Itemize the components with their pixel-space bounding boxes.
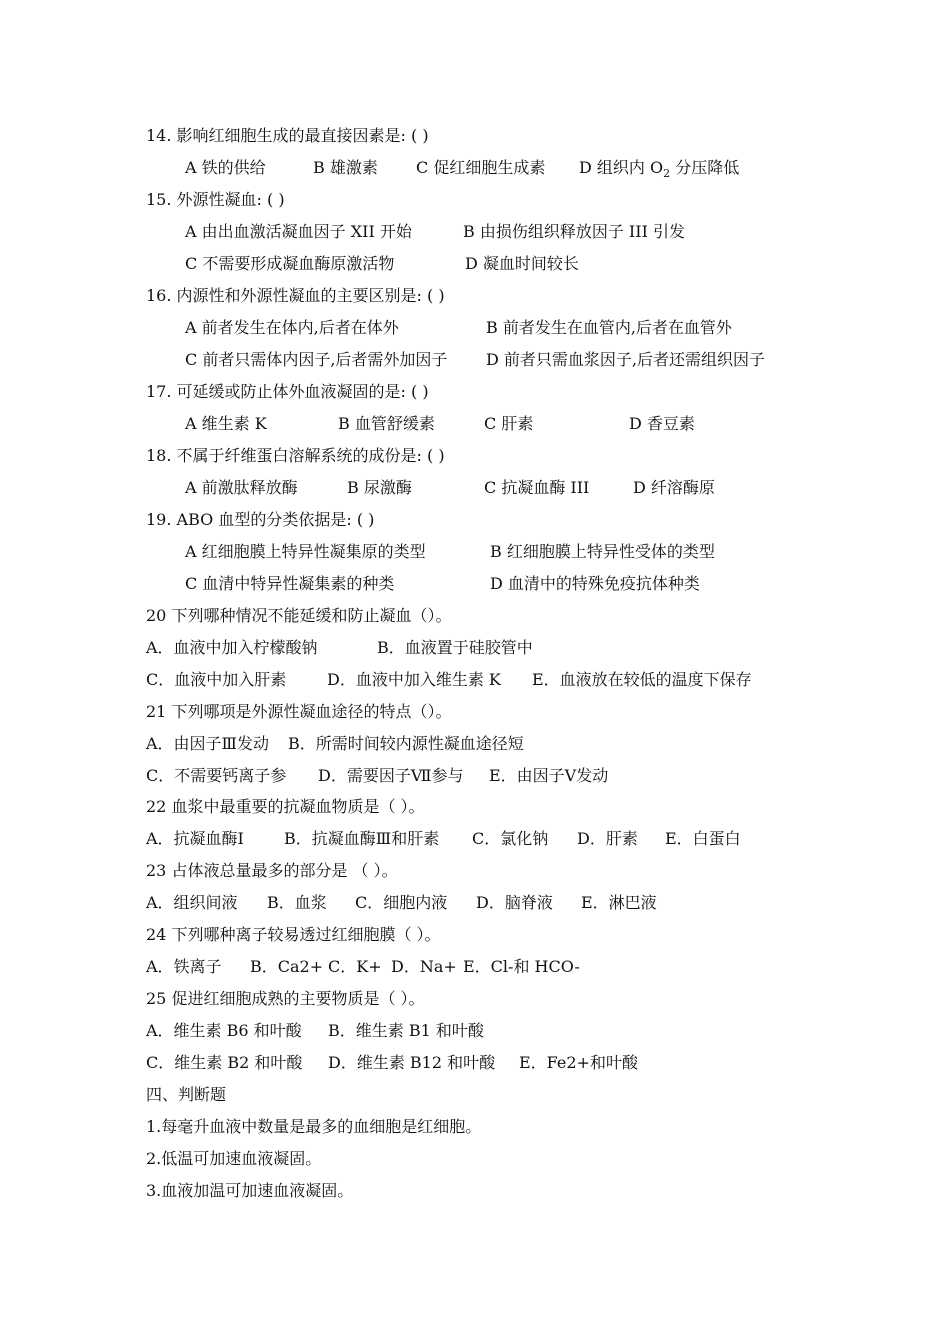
option-d: D 血清中的特殊免疫抗体种类 [490,574,700,593]
section-title: 四、判断题 [146,1085,227,1104]
option-a: A．维生素 B6 和叶酸 [146,1021,302,1040]
option-c: C．细胞内液 [355,893,448,912]
option-b: B．所需时间较内源性凝血途径短 [288,734,524,753]
option-c: C 肝素 [484,414,534,433]
options-15-row2 [185,254,885,274]
options-20-row1 [146,638,906,658]
option-b: B．抗凝血酶Ⅲ和肝素 [284,829,440,848]
option-c: C 抗凝血酶 III [484,478,590,497]
options-19-row1 [185,542,885,562]
option-d: D．需要因子Ⅶ参与 [318,766,464,785]
options-19-row2 [185,574,885,594]
option-d: D．肝素 [577,829,638,848]
option-a: A．抗凝血酶Ⅰ [146,829,244,848]
options-21-row1 [146,734,906,754]
options-17 [185,414,885,434]
option-a: A 铁的供给 [185,158,266,177]
option-d: D．血液中加入维生素 K [327,670,501,689]
option-a: A 前者发生在体内,后者在体外 [185,318,399,337]
option-e: E．Cl-和 HCO- [463,957,580,976]
options-22 [146,829,906,849]
option-d: D．脑脊液 [476,893,553,912]
options-16-row2 [185,350,905,370]
option-a: A．由因子Ⅲ发动 [146,734,269,753]
question-23: 23 占体液总量最多的部分是 （ ）。 [146,861,398,880]
option-c: C．血液中加入肝素 [146,670,287,689]
question-21: 21 下列哪项是外源性凝血途径的特点（）。 [146,702,452,721]
option-a: A．铁离子 [146,957,222,976]
option-d: D 组织内 $O_2$ 分压降低 [579,158,740,180]
question-20: 20 下列哪种情况不能延缓和防止凝血（）。 [146,606,452,625]
options-15-row1 [185,222,885,242]
option-c: C．氯化钠 [472,829,549,848]
option-a: A．血液中加入柠檬酸钠 [146,638,318,657]
option-c: C 不需要形成凝血酶原激活物 [185,254,395,273]
option-d: D．Na+ [391,957,457,976]
options-25-row1 [146,1021,906,1041]
option-c: C．维生素 B2 和叶酸 [146,1053,303,1072]
judgment-item-2: 2.低温可加速血液凝固。 [146,1149,322,1168]
option-c: C 促红细胞生成素 [416,158,546,177]
option-b: B 雄激素 [313,158,378,177]
question-16: 16. 内源性和外源性凝血的主要区别是: ( ) [146,286,445,305]
option-b: B．Ca2+ [250,957,324,976]
judgment-item-3: 3.血液加温可加速血液凝固。 [146,1181,354,1200]
option-a: A 维生素 K [185,414,267,433]
option-c: C．不需要钙离子参 [146,766,287,785]
option-e: E．淋巴液 [581,893,657,912]
option-e: E．Fe2+和叶酸 [519,1053,638,1072]
option-a: A．组织间液 [146,893,238,912]
option-c: C 前者只需体内因子,后者需外加因子 [185,350,448,369]
option-d: D 纤溶酶原 [633,478,715,497]
options-24 [146,957,906,977]
option-a: A 由出血激活凝血因子 XII 开始 [185,222,412,241]
question-14: 14. 影响红细胞生成的最直接因素是: ( ) [146,126,429,145]
question-22: 22 血浆中最重要的抗凝血物质是（ ）。 [146,797,425,816]
question-19: 19. ABO 血型的分类依据是: ( ) [146,510,375,529]
option-e: E．白蛋白 [665,829,741,848]
option-b: B 前者发生在血管内,后者在血管外 [486,318,732,337]
option-d: D 香豆素 [629,414,695,433]
option-e: E．血液放在较低的温度下保存 [532,670,752,689]
option-b: B 红细胞膜上特异性受体的类型 [490,542,715,561]
question-18: 18. 不属于纤维蛋白溶解系统的成份是: ( ) [146,446,445,465]
option-a: A 前激肽释放酶 [185,478,298,497]
option-b: B．血液置于硅胶管中 [377,638,533,657]
option-d: D．维生素 B12 和叶酸 [328,1053,496,1072]
options-25-row2 [146,1053,906,1073]
options-14 [185,158,885,178]
question-15: 15. 外源性凝血: ( ) [146,190,285,209]
option-d: D 凝血时间较长 [465,254,579,273]
option-b: B 血管舒缓素 [338,414,435,433]
option-b: B 尿激酶 [347,478,412,497]
question-17: 17. 可延缓或防止体外血液凝固的是: ( ) [146,382,429,401]
option-d: D 前者只需血浆因子,后者还需组织因子 [486,350,766,369]
option-a: A 红细胞膜上特异性凝集原的类型 [185,542,426,561]
options-16-row1 [185,318,905,338]
option-e: E．由因子Ⅴ发动 [489,766,609,785]
option-b: B 由损伤组织释放因子 III 引发 [463,222,685,241]
option-b: B．血浆 [267,893,327,912]
option-c: C．K+ [328,957,382,976]
options-18 [185,478,885,498]
option-b: B．维生素 B1 和叶酸 [328,1021,484,1040]
option-c: C 血清中特异性凝集素的种类 [185,574,395,593]
question-25: 25 促进红细胞成熟的主要物质是（ ）。 [146,989,425,1008]
question-24: 24 下列哪种离子较易透过红细胞膜（ ）。 [146,925,441,944]
options-21-row2 [146,766,906,786]
judgment-item-1: 1.每毫升血液中数量是最多的血细胞是红细胞。 [146,1117,482,1136]
options-23 [146,893,906,913]
options-20-row2 [146,670,906,690]
